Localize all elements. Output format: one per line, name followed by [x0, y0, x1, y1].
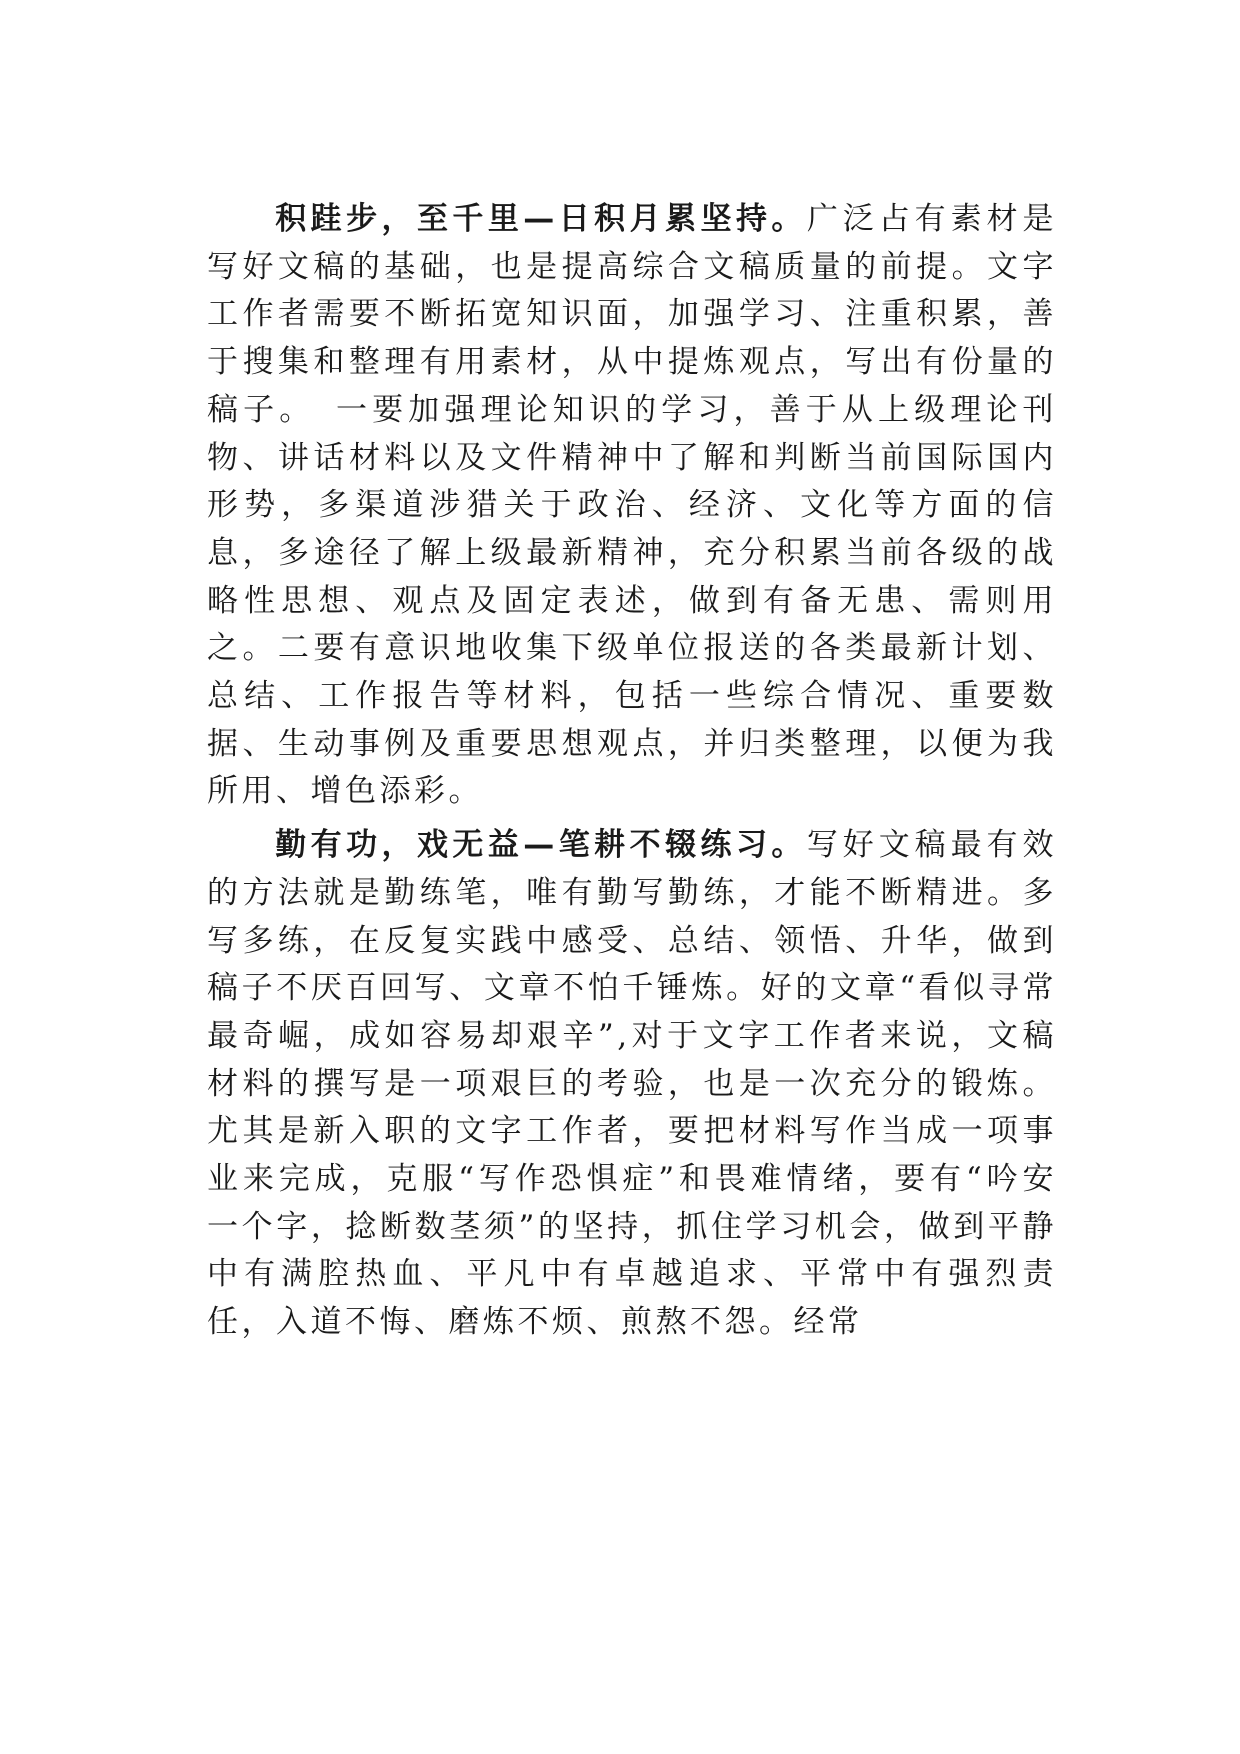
paragraph-heading: 勤有功，戏无益—笔耕不辍练习。 [275, 827, 807, 864]
paragraph-practice [207, 822, 1057, 1347]
paragraph-heading: 积跬步，至千里—日积月累坚持。 [275, 201, 807, 237]
paragraph-accumulation [207, 196, 1057, 816]
paragraph-text: 写好文稿最有效的方法就是勤练笔，唯有勤写勤练，才能不断精进。多写多练，在反复实践中感受、总结、领悟、升华，做到稿子不厌百回写、文章不怕千锤炼。好的文章“看似寻常最奇崛，成如容易却艰辛”,对于文字工作者来说，文稿材料的撰写是一项艰巨的考验，也是一次充分的锻炼。尤其是新入职的文字工作者，要把材料写作当成一项事业来完成，克服“写作恐惧症”和畏难情绪，要有“吟安一个字，捻断数茎须”的坚持，抓住学习机会，做到平静中有满腔热血、平凡中有卓越追求、平常中有强烈责任，入道不悔、磨炼不烦、煎熬不怨。经常 [207, 827, 1058, 1341]
paragraph-text: 广泛占有素材是写好文稿的基础，也是提高综合文稿质量的前提。文字工作者需要不断拓宽知识面，加强学习、注重积累，善于搜集和整理有用素材，从中提炼观点，写出有份量的稿子。 一要加强理论知识的学习，善于从上级理论刊物、讲话材料以及文件精神中了解和判断当前国际国内形势，多渠道涉猎关于政治、经济、文化等方面的信息，多途径了解上级最新精神，充分积累当前各级的战略性思想、观点及固定表述，做到有备无患、需则用之。二要有意识地收集下级单位报送的各类最新计划、总结、工作报告等材料，包括一些综合情况、重要数据、生动事例及重要思想观点，并归类整理，以便为我所用、增色添彩。 [207, 201, 1058, 810]
document-body [207, 196, 1057, 1347]
